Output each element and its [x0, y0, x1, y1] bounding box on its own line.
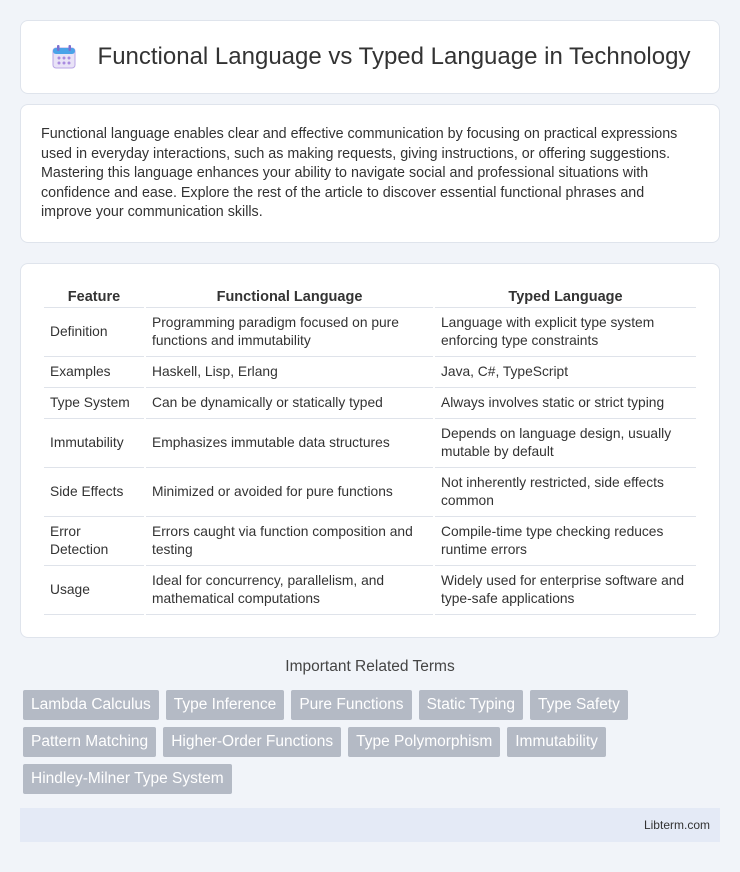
- page-title: Functional Language vs Typed Language in Technology: [97, 43, 691, 70]
- term-tag[interactable]: Hindley-Milner Type System: [23, 764, 232, 794]
- term-tag[interactable]: Type Safety: [530, 690, 628, 720]
- term-tag[interactable]: Lambda Calculus: [23, 690, 159, 720]
- typed-cell: Compile-time type checking reduces runtime errors: [435, 517, 696, 566]
- related-terms-list: [23, 690, 723, 794]
- footer-site-link[interactable]: Libterm.com: [643, 818, 710, 832]
- feature-cell: Immutability: [44, 419, 144, 468]
- term-tag[interactable]: Pure Functions: [291, 690, 411, 720]
- header-typed: Typed Language: [435, 284, 696, 308]
- feature-cell: Examples: [44, 357, 144, 388]
- header-card: [20, 20, 720, 94]
- functional-cell: Minimized or avoided for pure functions: [146, 468, 433, 517]
- related-terms-title: Important Related Terms: [285, 658, 455, 675]
- table-row: [44, 566, 696, 615]
- comparison-table-card: [20, 263, 720, 638]
- functional-cell: Errors caught via function composition and testing: [146, 517, 433, 566]
- typed-cell: Java, C#, TypeScript: [435, 357, 696, 388]
- table-row: [44, 468, 696, 517]
- typed-cell: Not inherently restricted, side effects common: [435, 468, 696, 517]
- header-feature: Feature: [44, 284, 144, 308]
- intro-text: Functional language enables clear and effective communication by focusing on practical expressions used in everyday interactions, such as making requests, giving instructions, or offering suggestions. Mastering this language enhances your ability to navigate social and professional situations with confidence and ease. Explore the rest of the article to discover essential functional phrases and improve your communication skills.: [41, 126, 678, 220]
- table-row: [44, 419, 696, 468]
- functional-cell: Programming paradigm focused on pure functions and immutability: [146, 308, 433, 357]
- functional-cell: Haskell, Lisp, Erlang: [146, 357, 433, 388]
- intro-card: [20, 104, 720, 243]
- term-tag[interactable]: Static Typing: [419, 690, 523, 720]
- term-tag[interactable]: Type Polymorphism: [348, 727, 500, 757]
- table-row: [44, 388, 696, 419]
- header-functional: Functional Language: [146, 284, 433, 308]
- term-tag[interactable]: Higher-Order Functions: [163, 727, 341, 757]
- feature-cell: Type System: [44, 388, 144, 419]
- comparison-table: [42, 284, 698, 615]
- calendar-icon: [50, 43, 78, 71]
- footer: [20, 808, 720, 842]
- term-tag[interactable]: Immutability: [507, 727, 606, 757]
- feature-cell: Side Effects: [44, 468, 144, 517]
- typed-cell: Widely used for enterprise software and type-safe applications: [435, 566, 696, 615]
- term-tag[interactable]: Pattern Matching: [23, 727, 156, 757]
- table-row: [44, 308, 696, 357]
- table-row: [44, 357, 696, 388]
- typed-cell: Depends on language design, usually mutable by default: [435, 419, 696, 468]
- typed-cell: Always involves static or strict typing: [435, 388, 696, 419]
- functional-cell: Emphasizes immutable data structures: [146, 419, 433, 468]
- functional-cell: Can be dynamically or statically typed: [146, 388, 433, 419]
- term-tag[interactable]: Type Inference: [166, 690, 285, 720]
- typed-cell: Language with explicit type system enforcing type constraints: [435, 308, 696, 357]
- feature-cell: Definition: [44, 308, 144, 357]
- feature-cell: Usage: [44, 566, 144, 615]
- table-header-row: [44, 284, 696, 308]
- feature-cell: Error Detection: [44, 517, 144, 566]
- functional-cell: Ideal for concurrency, parallelism, and mathematical computations: [146, 566, 433, 615]
- table-row: [44, 517, 696, 566]
